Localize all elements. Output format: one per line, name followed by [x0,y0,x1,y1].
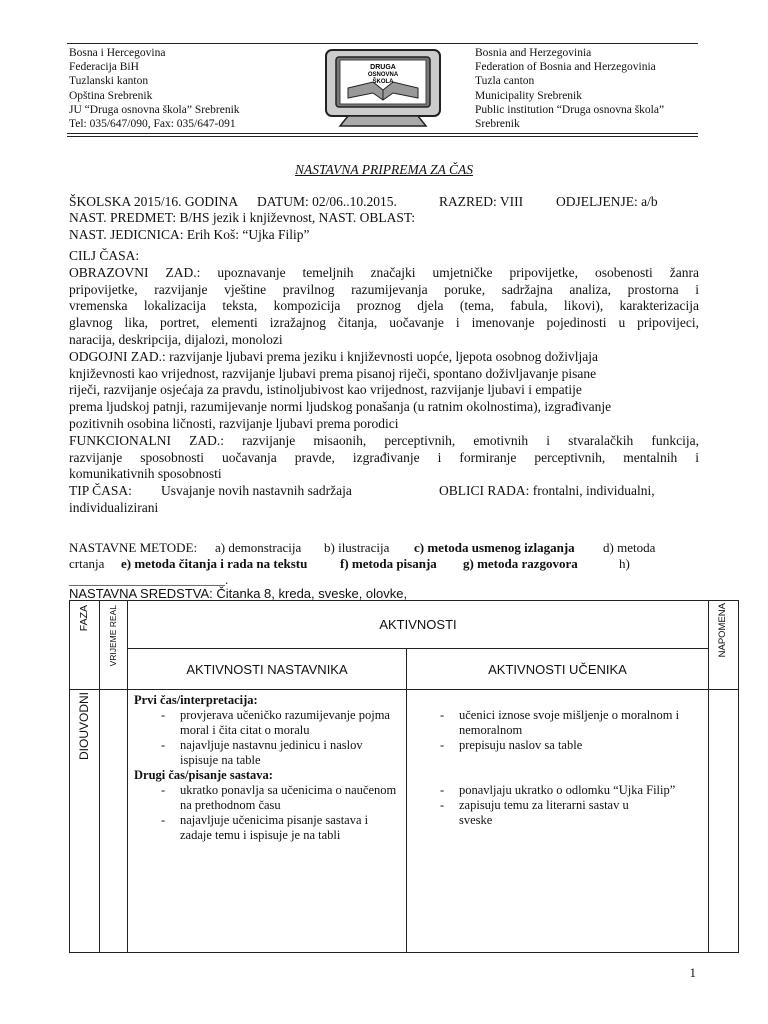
educational-goal-line: glavnog lika, portret, elementi izražajnog čitanja, uočavanje i imenovanje pojedinosti u pripovijeci, [69,315,699,331]
method-a: a) demonstracija [215,540,302,555]
list-item: - ponavljaju ukratko o odlomku “Ujka Filip” [413,783,702,798]
section-heading: Prvi čas/interpretacija: [134,693,258,707]
upbringing-goal-line: ODGOJNI ZAD.: razvijanje ljubavi prema jeziku i književnosti uopće, ljepota osobnog doživljaja [69,348,598,364]
student-activities-cell [407,690,709,953]
phase-label: DIOUVODNI [77,692,91,761]
header-right-line: Tuzla canton [475,75,535,88]
educational-goal-line: vremenska lokalizacija teksta, kompozicija proznog djela (tema, fabula, likovi), karakterizacija [69,298,699,314]
logo-text: OSNOVNA [367,72,399,78]
functional-goal-line: FUNKCIONALNI ZAD.: razvijanje misaonih, perceptivnih, emotivnih i stvaralačkih funkcija, [69,432,699,448]
functional-goal-line: komunikativnih sposobnosti [69,466,222,482]
lesson-type-label: TIP ČASA: [69,483,132,499]
upbringing-goal-line: riječi, razvijanje osjećaja za pravdu, istinoljubivost kao vrijednost, razvijanje ljubavi i empatije [69,382,582,398]
list-item: - najavljuje nastavnu jedinicu i naslov ispisuje na table [134,738,400,768]
method-f: f) metoda pisanja [340,556,437,571]
method-d: d) metoda [603,540,656,555]
col-note-header [709,601,739,690]
method-d-cont: crtanja [69,556,105,571]
phase-header-label: FAZA [77,605,90,632]
col-phase-header [70,601,100,690]
upbringing-goal-line: pozitivnih osobina ličnosti, razvijanje ljubavi prema porodici [69,415,399,431]
activities-header: AKTIVNOSTI [128,601,709,649]
col-time-header [100,601,128,690]
school-year: ŠKOLSKA 2015/16. GODINA [69,194,239,209]
list-item: - učenici iznose svoje mišljenje o moralnom i nemoralnom [413,708,702,738]
school-logo [318,48,448,128]
header-top-rule [67,43,698,44]
methods-label: NASTAVNE METODE: [69,540,198,555]
phase-cell [70,690,100,953]
header-left-line: Tel: 035/647/090, Fax: 035/647-091 [69,118,236,131]
note-header-label: NAPOMENA [717,603,728,658]
educational-goal-line: naracija, deskripcija, dijalozi, monolozi [69,331,283,347]
methods-blank: ________________________. [69,572,229,587]
methods-section [69,540,699,589]
header-right-line: Public institution “Druga osnovna škola” [475,103,665,116]
header-left-line: Opština Srebrenik [69,89,153,102]
header-left-line: Federacija BiH [69,61,139,74]
header-left-block [69,46,240,131]
document-title: NASTAVNA PRIPREMA ZA ČAS [295,162,473,177]
meta-lines [69,210,699,244]
lesson-type-value: Usvajanje novih nastavnih sadržaja [161,483,352,499]
upbringing-goal-line: književnosti kao vrijednost, razvijanje ljubavi prema pisanoj riječi, spontano doživljavanje pisane [69,365,597,381]
student-activities-header: AKTIVNOSTI UČENIKA [407,649,709,690]
grade: RAZRED: VIII [439,194,524,209]
note-cell [709,690,739,953]
section-heading: Drugi čas/pisanje sastava: [134,768,273,782]
teacher-activities-header: AKTIVNOSTI NASTAVNIKA [128,649,407,690]
method-g: g) metoda razgovora [463,556,578,571]
logo-text: ŠKOLA [372,79,394,85]
upbringing-goal-line: prema ljudskoj patnji, razumijevanje normi ljudskog ponašanja (u ratnim okolnostima), izgrađivanje [69,399,612,415]
time-header-label: VRIJEME REAL [107,605,118,667]
date: DATUM: 02/06..10.2015. [257,194,397,209]
class-section: ODJELJENJE: a/b [556,194,658,209]
subject: NAST. PREDMET: B/HS jezik i književnost, NAST. OBLAST: [69,210,416,225]
header-right-line: Bosnia and Herzegovinia [475,47,592,59]
teaching-unit: NAST. JEDICNICA: Erih Koš: “Ujka Filip” [69,226,310,242]
header-left-line: Bosna i Hercegovina [69,47,166,59]
list-item: - provjerava učeničko razumijevanje pojma moral i čita citat o moralu [134,708,400,738]
header-right-line: Federation of Bosnia and Herzegovinia [475,61,656,74]
methods-row-2 [69,556,699,572]
logo-text: DRUGA [370,64,396,71]
teacher-activities-cell [128,690,407,953]
goals-section [69,248,699,517]
list-item: - najavljuje učenicima pisanje sastava i zadaje temu i ispisuje je na tabli [134,813,400,843]
method-h: h) [619,556,630,571]
header-right-line: Srebrenik [475,118,520,131]
header-right-block [475,46,664,131]
list-item: - prepisuju naslov sa table [413,738,702,753]
goals-heading: CILJ ČASA: [69,248,140,263]
lesson-type-row [69,483,699,500]
work-forms: OBLICI RADA: frontalni, individualni, [439,483,655,499]
educational-goal-line: OBRAZOVNI ZAD.: upoznavanje temeljnih značajki umjetničke pripovijetke, osobenosti žanra [69,264,699,280]
time-cell [100,690,128,953]
work-forms-continued: individualizirani [69,500,159,516]
activities-table [69,600,739,953]
teaching-aids: NASTAVNA SREDSTVA: Čitanka 8, kreda, sveske, olovke, [69,586,408,601]
header-left-line: Tuzlanski kanton [69,75,149,88]
header-right-line: Municipality Srebrenik [475,89,582,102]
list-item: - zapisuju temu za literarni sastav u sveske [413,798,702,828]
header-bottom-rule [67,133,698,134]
educational-goal-line: pripovijetke, razvijanje vještine pravilnog razumijevanja poruke, sadržajna analiza, prostorna i [69,281,699,297]
method-b: b) ilustracija [324,540,390,555]
method-e: e) metoda čitanja i rada na tekstu [121,556,308,571]
header-bottom-rule-2 [67,136,698,137]
list-item: - ukratko ponavlja sa učenicima o naučenom na prethodnom času [134,783,400,813]
method-c: c) metoda usmenog izlaganja [414,540,575,555]
functional-goal-line: razvijanje sposobnosti uočavanja pravde, izgrađivanje i formiranje perceptivnih, mentalnih i [69,449,699,465]
page-number: 1 [689,965,696,980]
methods-row-1 [69,540,699,556]
header-left-line: JU “Druga osnovna škola” Srebrenik [69,103,240,116]
